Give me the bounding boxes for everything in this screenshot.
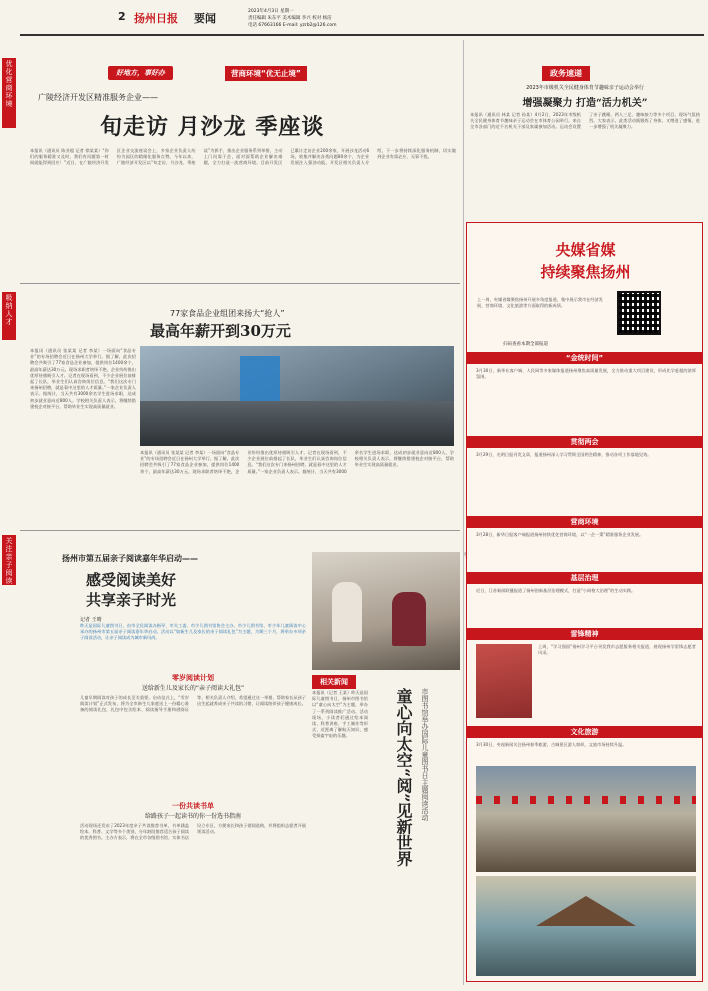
pavilion-shape	[536, 896, 636, 926]
govt-tag: 政务速递	[542, 66, 590, 81]
govt-news	[466, 40, 703, 215]
recruit-subtitle: 77家食品企业组团来扬大“抢人”	[170, 309, 285, 318]
media-section-2-title: 贯彻两会	[466, 436, 703, 448]
reading-photo	[312, 552, 460, 670]
qr-code[interactable]	[617, 291, 661, 335]
media-headline-2: 持续聚焦扬州	[540, 263, 631, 281]
media-section-3-text: 3月28日，新华日报客户端报道扬州持续优化营商环境，以“一企一策”精准服务企业发展。	[476, 532, 644, 537]
govt-headline: 增强凝聚力 打造“活力机关”	[522, 98, 648, 109]
media-intro: 上一周，央媒省媒聚焦扬州开展多角度报道，集中展示我市在经济发展、营商环境、文化旅游等方面取得的新成绩。	[477, 297, 603, 309]
reading-photo-figure	[332, 582, 362, 642]
media-section-1-title: “金统时间”	[466, 352, 703, 364]
culture-photo-1	[476, 766, 696, 872]
reading-byline: 记者 王晴	[80, 617, 102, 623]
reading-sub2b: 给路孩子一起读书的你一份选书指南	[144, 813, 241, 820]
reading-subtitle: 扬州市第五届亲子阅读嘉年华启动——	[62, 554, 198, 563]
reading-sub1b: 送给新生儿及家长的“亲子阅读大礼包”	[141, 685, 245, 692]
volunteer-photo	[476, 644, 532, 718]
reading-sub1-body: 儿童早期阅读对孩子的成长至关重要。启动仪式上，“零岁阅读计划”正式发布，将为全市新生儿家庭送上一份精心准备的阅读礼包，礼包中包含绘本、阅读指导手册和借阅证等。相关负责人介绍，希望通过这一举措，帮助家长从孩子出生起就养成亲子共读的习惯，让阅读陪伴孩子健康成长。	[80, 695, 306, 713]
media-section-3-title: 营商环境	[466, 516, 703, 528]
top-story-subtitle: 广陵经济开发区精准服务企业——	[38, 93, 158, 102]
reading-sub2-body: 活动现场还发布了2023年度亲子共读推荐书单，书单涵盖绘本、科普、文学等多个类别，分年龄段推荐适合孩子阅读的优秀图书。主办方表示，将在全市各级图书馆、实体书店设立专区，方便家长和孩子借阅选购，并将组织志愿者开展领读活动。	[80, 823, 306, 841]
masthead	[108, 6, 704, 36]
recruit-story	[20, 286, 460, 528]
media-section-1-text: 3月30日，新华社客户端、人民网等多家媒体报道扬州聚焦高质量发展，全力推动重大项目建设，形成比学赶超的浓厚氛围。	[476, 368, 696, 380]
recruit-body: 本报讯（通讯员 张某某 记者 李某）一场面向“食品专业”的专场招聘会近日在扬州大学举行。据了解，此次招聘会共吸引了77家食品企业参加，提供岗位1400余个，最高年薪达30万元。现场求职者络绎不绝，企业纷纷推出优厚待遇吸引人才。记者在现场看到，不少企业展位前排起了长队，毕业生们认真咨询岗位信息。“我们这次专门来扬州招聘，就是看中这里的人才质量。”一家企业负责人表示。据统计，当天共有3000余名学生进场求职，达成初步就业意向近800人。学校相关负责人表示，将继续搭建校企对接平台，帮助毕业生实现高质量就业。	[30, 348, 136, 409]
media-section-6-text: 3月30日，央视新闻关注扬州春季旅游，古城景区游人如织，文旅市场持续升温。	[476, 742, 627, 747]
reading-story	[20, 533, 310, 983]
media-section-5-title: 雷锋精神	[466, 628, 703, 640]
side-label-talent: 吸纳人才	[2, 292, 16, 340]
govt-body: 本报讯（通讯员 林某 记者 孙某）4月2日，2023年市级机关全民健身体育节趣味亲子运动会在市体育公园举行。来自全市各部门的近千名机关干部及家属参加活动。运动会设置了亲子跳绳、两人三足、趣味接力等多个项目，现场气氛热烈。大家表示，此类活动既锻炼了身体，又增进了感情，进一步增强了机关凝聚力。	[470, 112, 700, 130]
side-label-reading: 关注亲子阅读	[2, 535, 16, 585]
qr-caption: 扫码查看本期全部报道	[503, 342, 548, 347]
media-section-6-title: 文化旅游	[466, 726, 703, 738]
reading-headline-1: 感受阅读美好	[86, 571, 177, 589]
divider-1	[20, 283, 460, 284]
related-headline: 童心向太空“阅”见新世界	[394, 688, 413, 867]
recruit-headline: 最高年薪开到30万元	[150, 322, 291, 340]
divider-2	[20, 530, 460, 531]
reading-sub2: 一份共读书单	[172, 802, 214, 810]
top-story	[20, 40, 460, 280]
related-tag: 相关新闻	[312, 675, 356, 689]
recruit-body-cont: 本报讯（通讯员 张某某 记者 李某）一场面向“食品专业”的专场招聘会近日在扬州大学举行。据了解，此次招聘会共吸引了77家食品企业参加，提供岗位1400余个，最高年薪达30万元。现场求职者络绎不绝，企业纷纷推出优厚待遇吸引人才。记者在现场看到，不少企业展位前排起了长队，毕业生们认真咨询岗位信息。“我们这次专门来扬州招聘，就是看中这里的人才质量。”一家企业负责人表示。据统计，当天共有3000余名学生进场求职，达成初步就业意向近800人。学校相关负责人表示，将继续搭建校企对接平台，帮助毕业生实现高质量就业。	[140, 450, 454, 474]
media-headline-1: 央媒省媒	[555, 241, 616, 259]
reading-headline-2: 共享亲子时光	[86, 591, 177, 609]
page-number: 2	[118, 10, 126, 23]
date-line: 2023年4月3日 星期一	[248, 9, 294, 14]
kicker-badge: 好地方，事好办	[108, 66, 173, 80]
recruit-crowd	[140, 401, 454, 446]
govt-kicker: 2023年市级机关全民健身体育节趣味亲子运动会举行	[526, 85, 644, 91]
column-divider	[463, 40, 464, 985]
media-section-4-text: 近日，江苏新闻联播报道了扬州创新基层治理模式，打造“小网格大治理”的生动实践。	[476, 588, 636, 593]
media-section-5-text: 上周，“学习强国”扬州学习平台刊发我市志愿服务相关报道，展现扬州学雷锋志愿者风采。	[538, 644, 696, 656]
reading-lead: 昨天是国际儿童图书日，由市全民阅读办指导、市关工委、市少儿图书馆协会主办，市少儿图书馆、市少年儿童阅读中心承办的扬州市第五届亲子阅读嘉年华启动。活动以“如新生儿及家长的亲子阅读礼包”为主题，为期三个月，将举办多项亲子阅读活动，让亲子阅读成为城市新风尚。	[80, 623, 306, 641]
masthead-rule	[20, 34, 704, 36]
reading-photo-figure-2	[392, 592, 426, 646]
recruit-booth-banner	[240, 356, 280, 406]
lantern-row	[476, 796, 696, 804]
recruit-photo	[140, 346, 454, 446]
paper-name: 扬州日报	[134, 12, 178, 25]
kicker-secondary: 营商环境“优无止境”	[225, 66, 307, 81]
media-section-2-text: 3月29日，光明日报刊发文章，报道扬州深入学习贯彻全国两会精神，推动各项工作落地见效。	[476, 452, 652, 457]
top-story-body: 本报讯（通讯员 陈业超 记者 徐某某）“你们的服务精准又及时，我们有问题第一时间就能得到回应！”近日，在广陵经济开发区企业交流座谈会上，多家企业负责人纷纷为园区的精细化服务点赞。今年以来，广陵经济开发区以“旬走访、月沙龙、季座谈”为抓手，推出企业服务系列举措，主动上门问需于企，面对面帮助企业解决难题，全力打造一流营商环境。目前开发区已累计走访企业200余家，开展沙龙活动6场，收集并解决各类问题80余个，为企业发展注入强劲动能。开发区相关负责人介绍，下一步将持续深化服务机制，切实做到企业有需必应、无事不扰。	[30, 148, 456, 166]
culture-photo-2	[476, 876, 696, 976]
top-story-headline: 旬走访 月沙龙 季座谈	[100, 114, 325, 140]
reading-sub1: 零岁阅读计划	[172, 674, 214, 682]
related-kicker: 市图书馆举办国际儿童图书日主题阅读活动	[421, 688, 429, 821]
side-label-business: 优化营商环境	[2, 58, 16, 128]
phone-line: 电话 67663166 E-mail: yzrb2@126.com	[248, 23, 337, 28]
editor-line: 责任编辑 朱东平 美术编辑 李兴 校对 杨洁	[248, 16, 332, 21]
section-name: 要闻	[194, 12, 216, 25]
media-section-4-title: 基层治理	[466, 572, 703, 584]
related-body: 本报讯（记者 王某）昨天是国际儿童图书日，扬州市图书馆以“童心向太空”为主题，举办了一系列阅读推广活动。活动现场，小读者们通过绘本阅读、科普讲座、手工制作等形式，近距离了解航天知识，感受探索宇宙的乐趣。	[312, 690, 368, 739]
